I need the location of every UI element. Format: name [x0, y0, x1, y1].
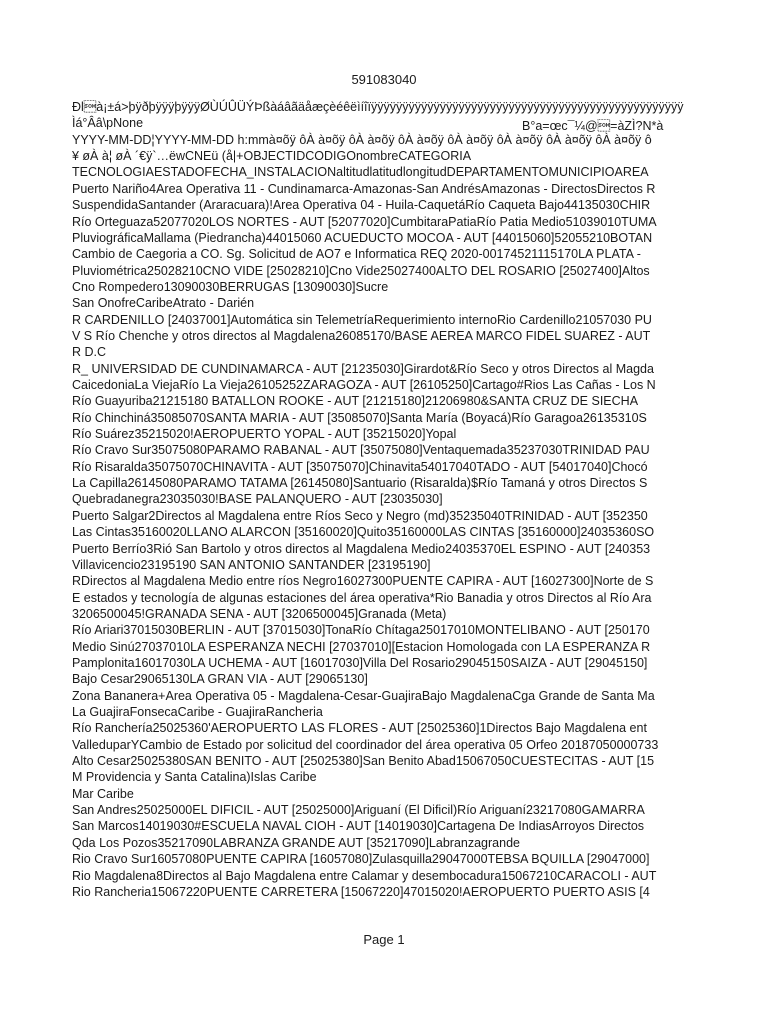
text-line: Puerto Salgar2Directos al Magdalena entre Ríos Seco y Negro (md)35235040TRINIDAD - AUT [352350: [72, 508, 648, 523]
text-line: Rio Rancheria15067220PUENTE CARRETERA [15067220]47015020!AEROPUERTO PUERTO ASIS [4: [72, 884, 650, 899]
text-line: Cno Rompedero13090030BERRUGAS [13090030]Sucre: [72, 279, 389, 294]
text-line: Pluviométrica25028210CNO VIDE [25028210]Cno Vide25027400ALTO DEL ROSARIO [25027400]Altos: [72, 263, 650, 278]
text-line: R CARDENILLO [24037001]Automática sin TelemetríaRequerimiento internoRio Cardenillo21057030 PU: [72, 312, 652, 327]
page-number: Page 1: [363, 932, 405, 947]
text-line: Ðlà¡±á>þÿðþÿÿÿþÿÿÿØÙÚÛÜÝÞßàáâãäåæçèéêëìíîïÿÿÿÿÿÿÿÿÿÿÿÿÿÿÿÿÿÿÿÿÿÿÿÿÿÿÿÿÿÿÿÿÿÿÿÿÿÿÿÿÿÿÿÿÿÿÿÿÿÿ: [72, 100, 684, 114]
text-line: Río Ranchería25025360'AEROPUERTO LAS FLORES - AUT [25025360]1Directos Bajo Magdalena ent: [72, 721, 647, 736]
text-line: Rio Cravo Sur16057080PUENTE CAPIRA [16057080]Zulasquilla29047000TEBSA BQUILLA [29047000]: [72, 852, 650, 867]
text-line: E estados y tecnología de algunas estaciones del área operativa*Rio Banadia y otros Directos al Río Ara: [72, 590, 652, 605]
text-line: Río Ariari37015030BERLIN - AUT [37015030]TonaRío Chítaga25017010MONTELIBANO - AUT [250170: [72, 623, 650, 638]
text-line: Cambio de Caegoria a CO. Sg. Solicitud de AO7 e Informatica REQ 2020-00174521115170LA PLATA -: [72, 247, 641, 262]
text-line: R_ UNIVERSIDAD DE CUNDINAMARCA - AUT [21235030]Girardot&Río Seco y otros Directos al Magda: [72, 361, 654, 376]
text-line: ¥ øÀ à¦ øÀ ´€ÿ`…ëwCNEü (å|+OBJECTIDCODIGOnombreCATEGORIA: [72, 149, 472, 164]
text-line: Río Risaralda35075070CHINAVITA - AUT [35075070]Chinavita54017040TADO - AUT [54017040]Chocó: [72, 459, 648, 474]
text-line: Puerto Nariño4Area Operativa 11 - Cundinamarca-Amazonas-San AndrésAmazonas - DirectosDirectos R: [72, 181, 656, 196]
text-line: Zona Bananera+Area Operativa 05 - Magdalena-Cesar-GuajiraBajo MagdalenaCga Grande de Santa Ma: [72, 688, 655, 703]
text-line: Río Orteguaza52077020LOS NORTES - AUT [52077020]CumbitaraPatiaRío Patia Medio51039010TUMA: [72, 214, 657, 229]
text-line: San OnofreCaribeAtrato - Darién: [72, 296, 255, 311]
text-line: ValleduparYCambio de Estado por solicitud del coordinador del área operativa 05 Orfeo 20187050000733: [72, 737, 659, 752]
text-line: Mar Caribe: [72, 786, 134, 801]
text-line: Qda Los Pozos35217090LABRANZA GRANDE AUT [35217090]Labranzagrande: [72, 835, 520, 850]
text-line: PluviográficaMallama (Piedrancha)44015060 ACUEDUCTO MOCOA - AUT [44015060]52055210BOTAN: [72, 230, 653, 245]
text-line: YYYY-MM-DD¦YYYY-MM-DD h:mmà¤õÿ ôÀ à¤õÿ ôÀ à¤õÿ ôÀ à¤õÿ ôÀ à¤õÿ ôÀ à¤õÿ ôÀ à¤õÿ ôÀ à¤õÿ ô: [72, 132, 652, 147]
text-line: M Providencia y Santa Catalina)Islas Caribe: [72, 770, 317, 785]
text-line: La GuajiraFonsecaCaribe - GuajiraRancheria: [72, 705, 323, 719]
text-line: CaicedoniaLa ViejaRío La Vieja26105252ZARAGOZA - AUT [26105250]Cartago#Rios Las Cañas - Los N: [72, 378, 656, 392]
text-line: Río Guayuriba21215180 BATALLON ROOKE - AUT [21215180]21206980&SANTA CRUZ DE SIECHA: [72, 394, 639, 409]
document-title: 591083040: [351, 72, 417, 87]
text-line: Alto Cesar25025380SAN BENITO - AUT [25025380]San Benito Abad15067050CUESTECITAS - AUT [15: [72, 754, 655, 768]
text-line: San Andres25025000EL DIFICIL - AUT [25025000]Ariguaní (El Dificil)Río Ariguaní23217080GAMARRA: [72, 803, 645, 818]
text-line: Río Chinchiná35085070SANTA MARIA - AUT [35085070]Santa María (Boyacá)Río Garagoa26135310S: [72, 410, 647, 425]
text-line: RDirectos al Magdalena Medio entre ríos Negro16027300PUENTE CAPIRA - AUT [16027300]Norte de S: [72, 574, 654, 589]
text-line: Rio Magdalena8Directos al Bajo Magdalena entre Calamar y desembocadura15067210CARACOLI - AUT: [72, 868, 657, 883]
text-line: San Marcos14019030#ESCUELA NAVAL CIOH - AUT [14019030]Cartagena De IndiasArroyos Directos: [72, 819, 645, 834]
header-fragment: B°a=œc¯¼@=àZÌ?N*à: [522, 119, 664, 133]
text-line: Puerto Berrío3Rió San Bartolo y otros directos al Magdalena Medio24035370EL ESPINO - AUT [240353: [72, 541, 651, 556]
text-line: R D.C: [72, 345, 107, 360]
text-line: 3206500045!GRANADA SENA - AUT [3206500045]Granada (Meta): [72, 606, 447, 621]
text-line: Medio Sinú27037010LA ESPERANZA NECHI [27037010][Estacion Homologada con LA ESPERANZA R: [72, 639, 651, 654]
text-line: Quebradanegra23035030!BASE PALANQUERO - AUT [23035030]: [72, 492, 443, 507]
text-line: Bajo Cesar29065130LA GRAN VIA - AUT [29065130]: [72, 672, 368, 687]
text-line: V S Río Chenche y otros directos al Magdalena26085170/BASE AEREA MARCO FIDEL SUAREZ - AUT: [72, 328, 651, 343]
text-line: Río Cravo Sur35075080PARAMO RABANAL - AUT [35075080]Ventaquemada35237030TRINIDAD PAU: [72, 443, 650, 458]
text-line: SuspendidaSantander (Araracuara)!Area Operativa 04 - Huila-CaquetáRío Caqueta Bajo44135030CHIR: [72, 198, 651, 213]
text-line: Río Suárez35215020!AEROPUERTO YOPAL - AUT [35215020]Yopal: [72, 427, 457, 441]
text-line: TECNOLOGIAESTADOFECHA_INSTALACIONaltitudlatitudlongitudDEPARTAMENTOMUNICIPIOAREA: [72, 165, 649, 180]
text-line: La Capilla26145080PARAMO TATAMA [26145080]Santuario (Risaralda)$Río Tamaná y otros Directos S: [72, 476, 648, 491]
text-line: Las Cintas35160020LLANO ALARCON [35160020]Quito35160000LAS CINTAS [35160000]24035360SO: [72, 525, 655, 540]
text-line: Ìá°Ââ\pNone: [72, 116, 144, 131]
text-line: Villavicencio23195190 SAN ANTONIO SANTANDER [23195190]: [72, 557, 431, 572]
text-line: Pamplonita16017030LA UCHEMA - AUT [16017030]Villa Del Rosario29045150SAIZA - AUT [29045150]: [72, 655, 648, 670]
